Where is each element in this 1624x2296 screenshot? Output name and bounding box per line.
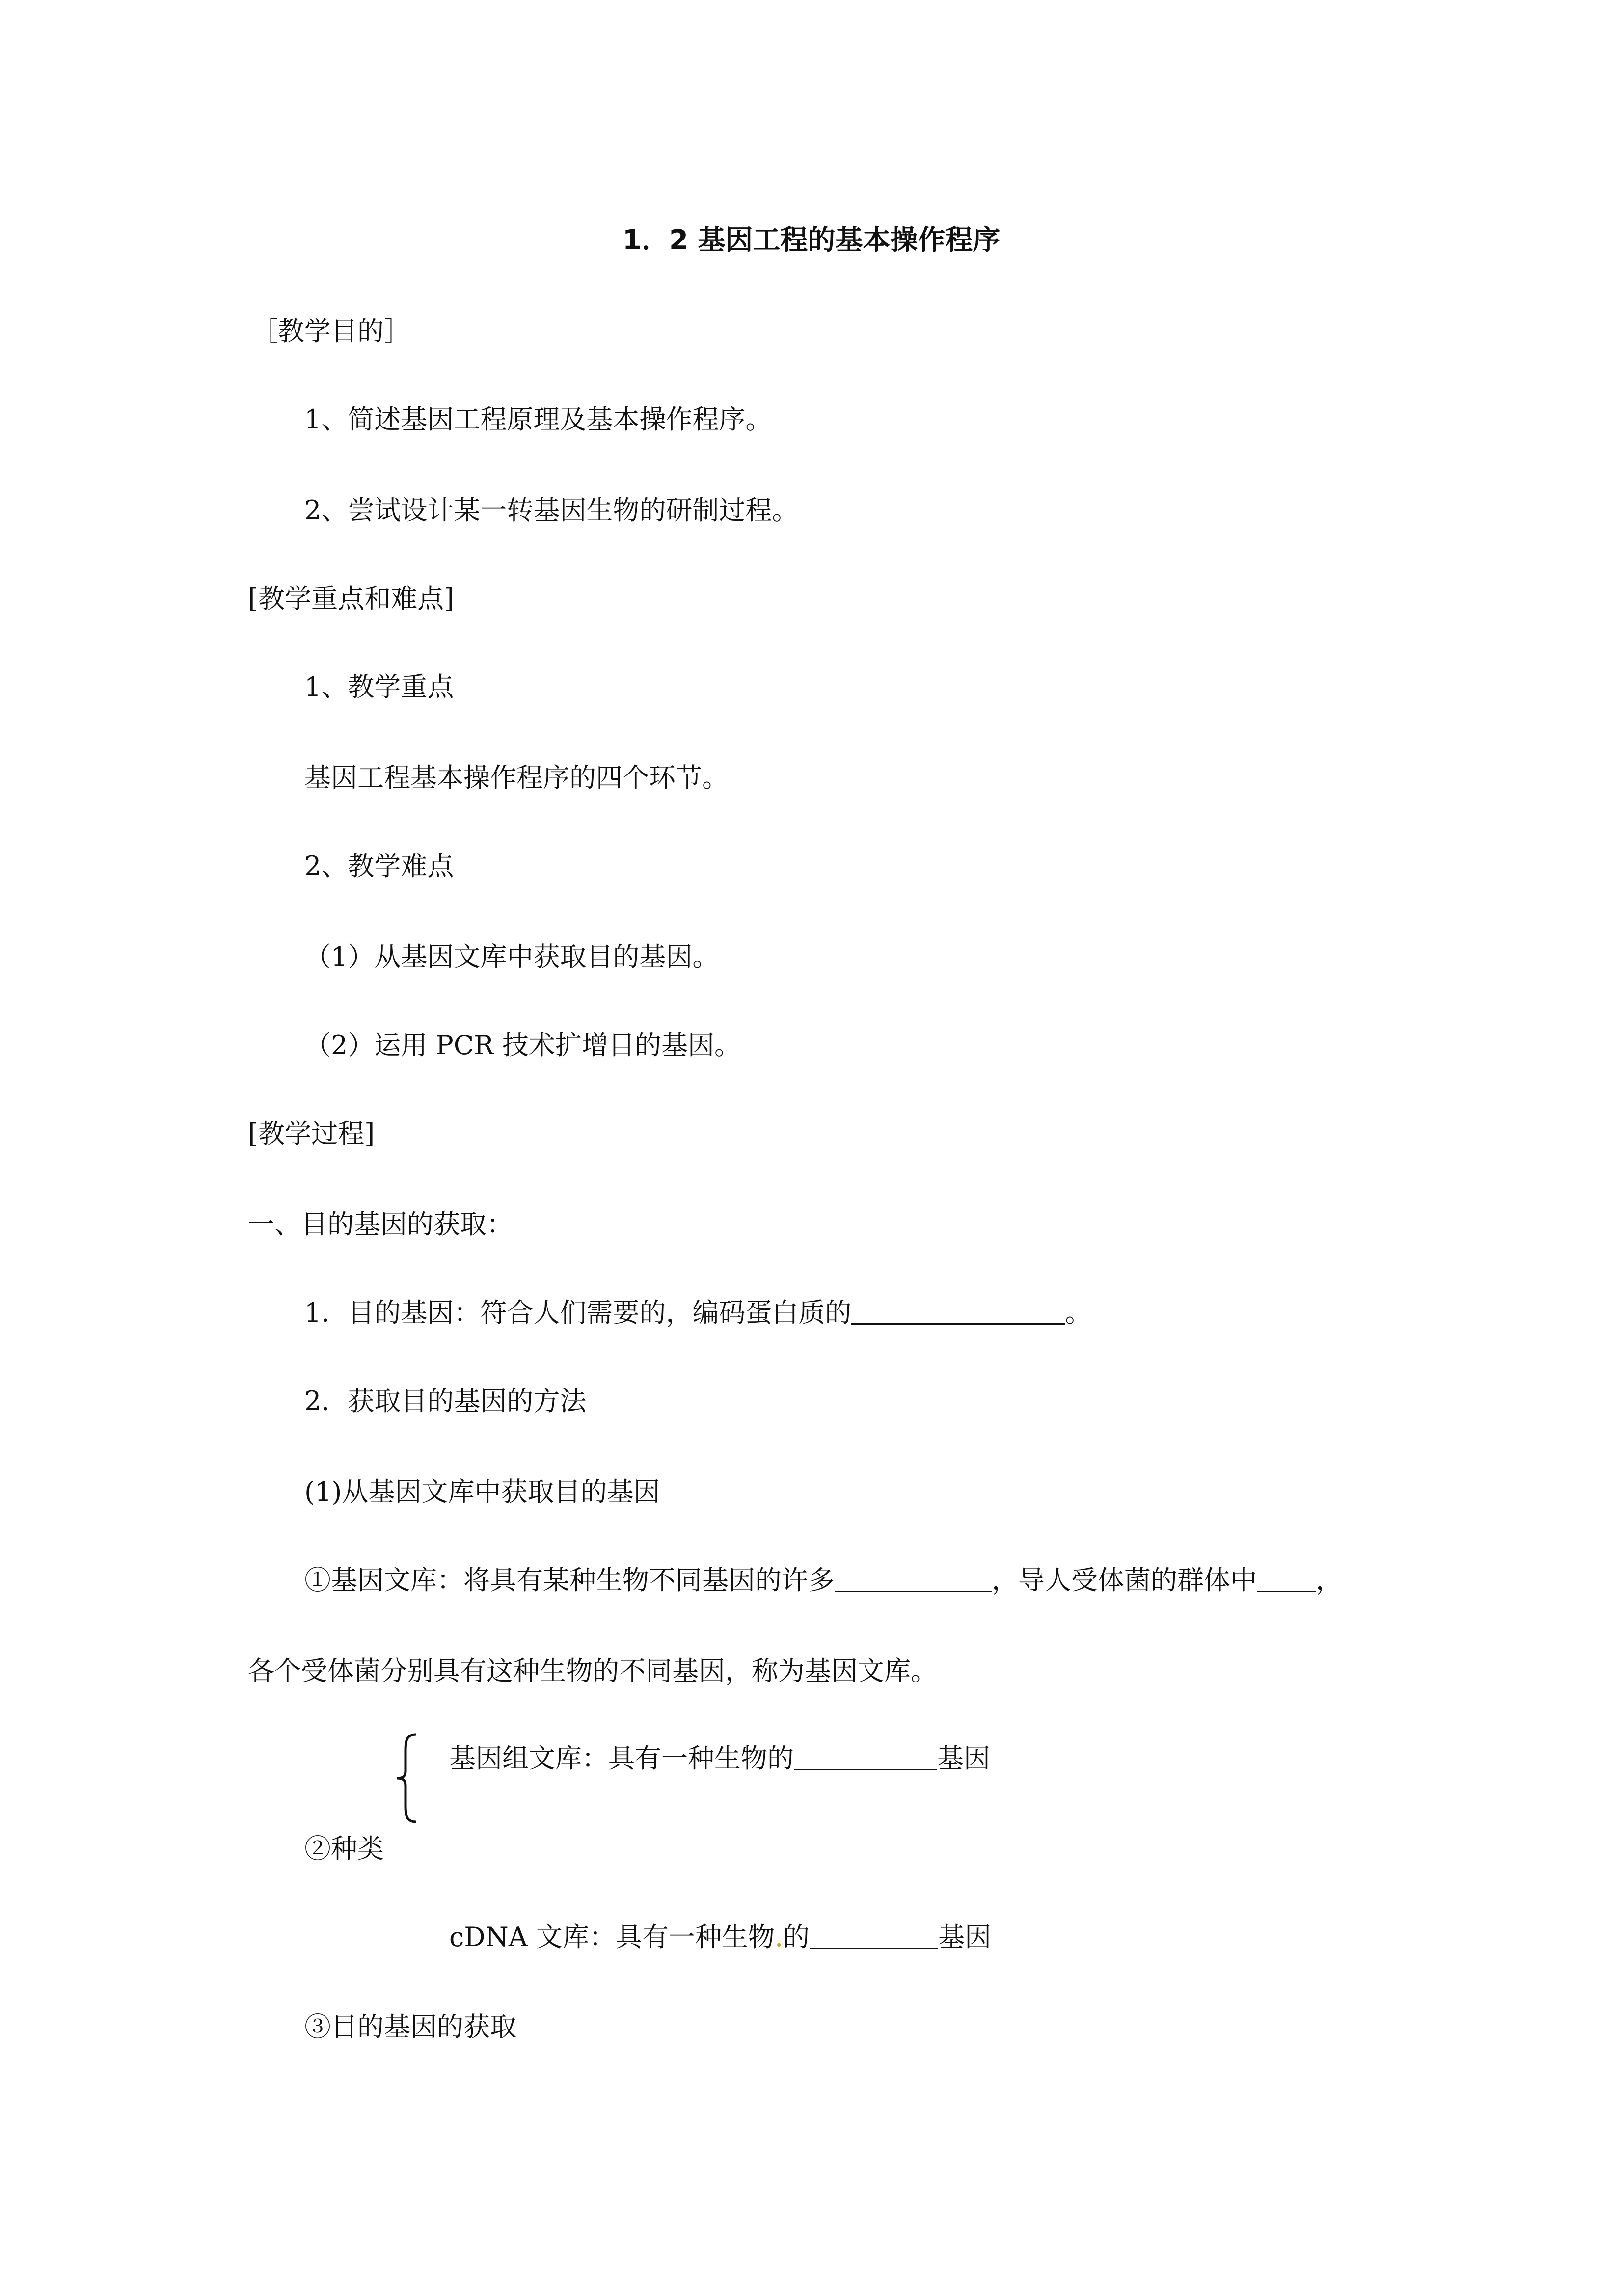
cdna-suffix: 基因 (938, 1922, 992, 1952)
cdna-dot: . (774, 1922, 784, 1952)
cdna-prefix: cDNA 文库：具有一种生物 (449, 1922, 775, 1952)
curly-brace-icon (393, 1732, 422, 1825)
item1-target-gene-definition (304, 1296, 1091, 1330)
part1-title: 一、目的基因的获取： (248, 1209, 513, 1240)
key-points-heading: [教学重点和难点] (248, 583, 455, 614)
objective-item-1: 1、简述基因工程原理及基本操作程序。 (304, 404, 772, 435)
item1-suffix: 。 (1065, 1297, 1092, 1328)
cdna-library-line (449, 1920, 991, 1954)
focus-text: 基因工程基本操作程序的四个环节。 (304, 762, 729, 793)
item1-prefix: 1．目的基因：符合人们需要的，编码蛋白质的 (304, 1297, 852, 1328)
obtain-label: ③目的基因的获取 (304, 2011, 516, 2042)
focus-label: 1、教学重点 (304, 671, 454, 702)
objectives-heading: ［教学目的］ (251, 316, 410, 347)
genomic-library-line (449, 1741, 990, 1776)
library-definition (304, 1563, 1342, 1598)
fill-blank-5[interactable] (810, 1923, 938, 1949)
difficulty-label: 2、教学难点 (304, 851, 454, 881)
process-heading: [教学过程] (248, 1118, 375, 1149)
types-label: ②种类 (304, 1833, 384, 1864)
fill-blank-1[interactable] (851, 1299, 1065, 1325)
fill-blank-4[interactable] (794, 1744, 937, 1770)
genomic-suffix: 基因 (937, 1743, 990, 1774)
sub1-from-library: (1)从基因文库中获取目的基因 (304, 1476, 660, 1507)
objective-item-2: 2、尝试设计某一转基因生物的研制过程。 (304, 495, 799, 526)
page-title: 1．2 基因工程的基本操作程序 (623, 224, 1001, 256)
cdna-mid: 的 (783, 1922, 810, 1952)
fill-blank-2[interactable] (835, 1566, 992, 1592)
difficulty-item-1: （1）从基因文库中获取目的基因。 (304, 941, 719, 972)
genomic-prefix: 基因组文库：具有一种生物的 (449, 1743, 794, 1774)
library-definition-continued: 各个受体菌分别具有这种生物的不同基因，称为基因文库。 (248, 1655, 937, 1686)
item2-methods: 2．获取目的基因的方法 (304, 1386, 587, 1416)
fill-blank-3[interactable] (1257, 1566, 1316, 1592)
library-def-part-b: ，导人受体菌的群体中 (992, 1565, 1257, 1596)
library-def-part-c: ， (1316, 1565, 1342, 1596)
library-def-part-a: ①基因文库：将具有某种生物不同基因的许多 (304, 1565, 835, 1596)
difficulty-item-2: （2）运用 PCR 技术扩增目的基因。 (304, 1030, 741, 1061)
